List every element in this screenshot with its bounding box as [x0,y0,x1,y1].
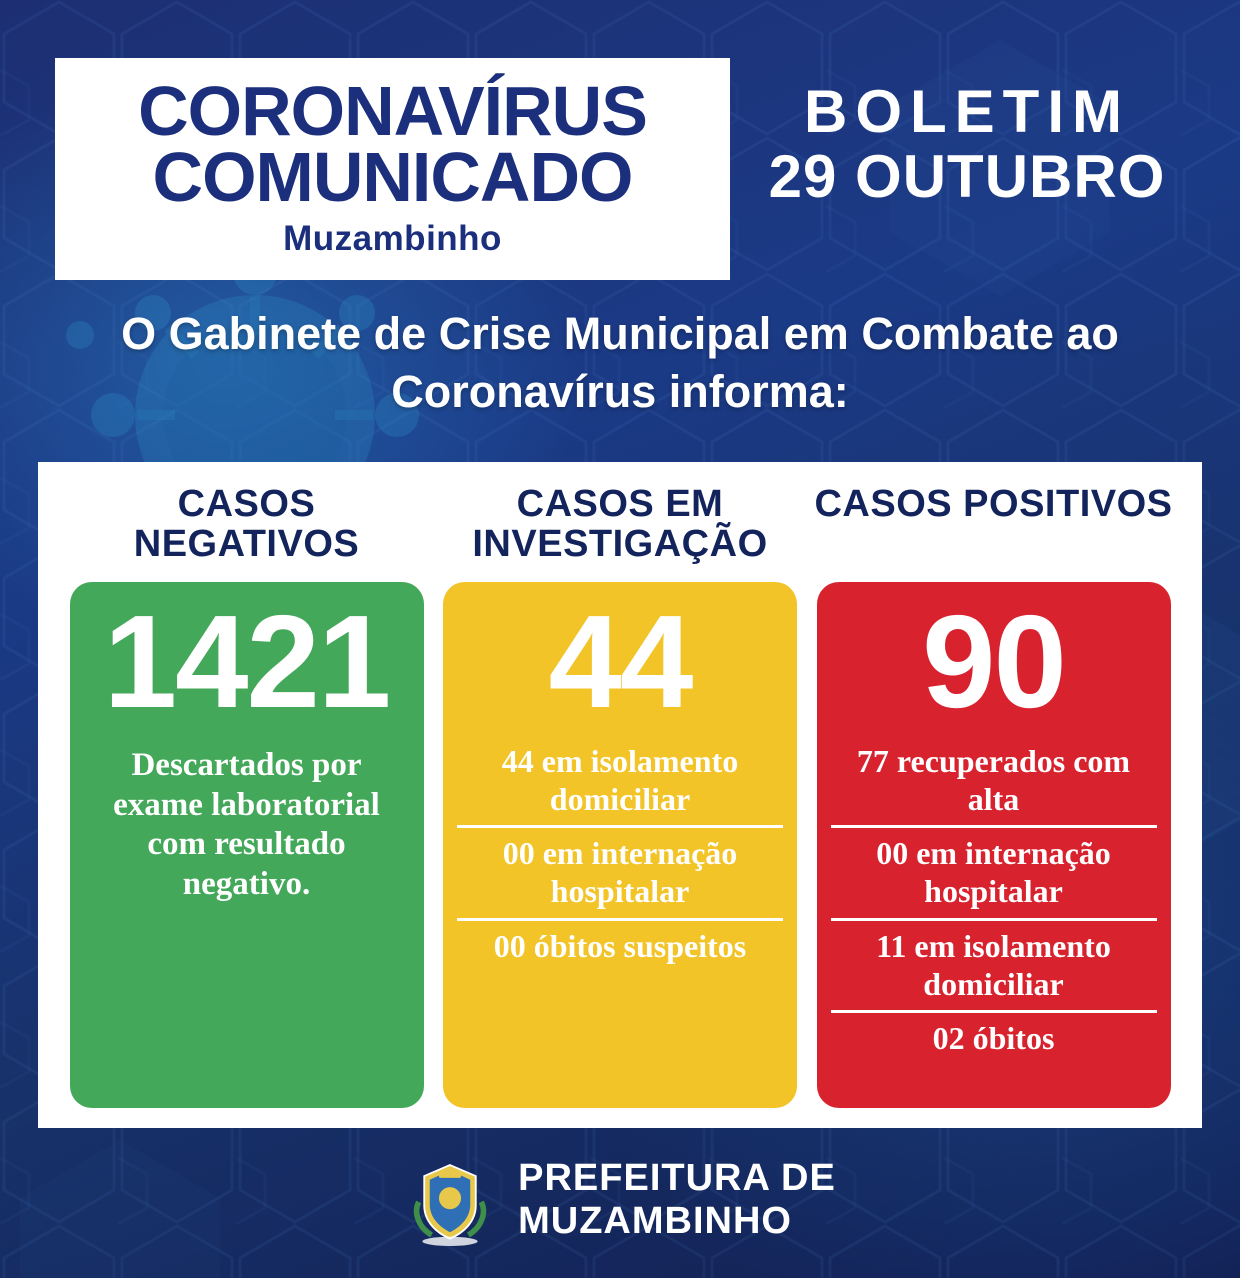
value-casos-investigacao: 44 [548,588,692,735]
description-casos-negativos: Descartados por exame laboratorial com resultado negativo. [113,746,380,902]
stat-item: 00 em internação hospitalar [831,825,1157,918]
value-casos-positivos: 90 [922,588,1065,735]
headline [0,305,1240,420]
column-title: CASOS NEGATIVOS [133,483,360,566]
bulletin-block [732,78,1202,213]
stat-item: 00 óbitos suspeitos [457,918,783,973]
stat-list-positivos [831,736,1157,1065]
stat-item: 77 recuperados com alta [856,742,1131,817]
column-casos-negativos [64,484,429,1108]
title-block [55,58,730,280]
footer-line-1: PREFEITURA DE [518,1157,836,1200]
headline-text: O Gabinete de Crise Municipal em Combate ao Coronavírus informa: [121,308,1119,417]
value-casos-negativos: 1421 [103,588,390,735]
stats-panel [38,462,1202,1128]
stat-list-investigacao [457,736,783,973]
bulletin-date: 29 OUTUBRO [768,143,1166,210]
column-title: CASOS EM INVESTIGAÇÃO [472,483,768,566]
title-comunicado: COMUNICADO [152,138,633,216]
column-title: CASOS POSITIVOS [814,483,1173,525]
stat-item: 11 em isolamento domiciliar [831,918,1157,1011]
footer [0,1154,1240,1246]
title-coronavirus: CORONAVÍRUS [138,72,647,151]
card-casos-positivos [817,582,1171,1108]
footer-line-2: MUZAMBINHO [518,1200,792,1242]
stat-item: 02 óbitos [831,1010,1157,1065]
column-casos-investigacao [438,484,803,1108]
footer-text [518,1157,836,1242]
stat-item: 44 em isolamento domiciliar [501,742,739,817]
coat-of-arms-icon [404,1154,496,1246]
card-casos-investigacao [443,582,797,1108]
stat-item: 00 em internação hospitalar [457,825,783,918]
column-casos-positivos [811,484,1176,1108]
card-casos-negativos [70,582,424,1108]
title-city: Muzambinho [283,218,502,258]
bulletin-label: BOLETIM [804,78,1130,145]
